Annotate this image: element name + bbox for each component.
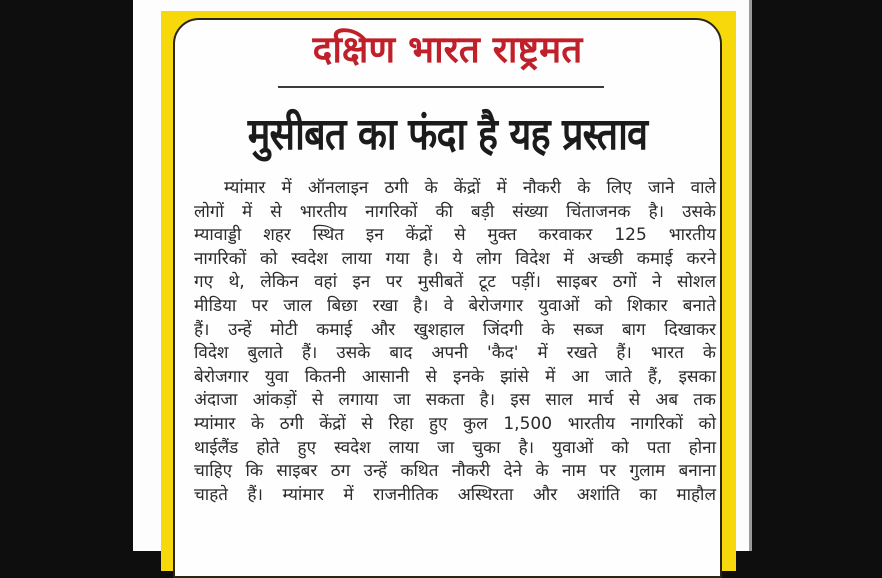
body-line: गए थे, लेकिन वहां इन पर मुसीबतें टूट पड़ीं। साइबर ठगों ने सोशल — [194, 272, 716, 293]
body-line: नागरिकों को स्वदेश लाया गया है। ये लोग विदेश में अच्छी कमाई करने — [194, 248, 716, 269]
page-edge-divider — [749, 0, 752, 551]
body-line: लोगों में से भारतीय नागरिकों की बड़ी संख्या चिंताजनक है। उसके — [194, 201, 716, 222]
body-line: बेरोजगार युवा कितनी आसानी से इनके झांसे में आ जाते हैं, इसका — [194, 366, 716, 387]
body-line: चाहते हैं। म्यांमार में राजनीतिक अस्थिरता और अशांति का माहौल — [194, 484, 716, 505]
body-line: हैं। उन्हें मोटी कमाई और खुशहाल जिंदगी के सब्ज बाग दिखाकर — [194, 319, 716, 340]
article-body — [194, 177, 716, 507]
body-line: म्यावाड्डी शहर स्थित इन केंद्रों से मुक्त करवाकर 125 भारतीय — [194, 225, 716, 246]
masthead-title: दक्षिण भारत राष्ट्रमत — [312, 28, 583, 71]
body-line: चाहिए कि साइबर ठग उन्हें कथित नौकरी देने के नाम पर गुलाम बनाना — [194, 461, 716, 482]
masthead-divider — [278, 86, 604, 88]
body-line: म्यांमार में ऑनलाइन ठगी के केंद्रों में नौकरी के लिए जाने वाले — [224, 178, 716, 198]
body-line: अंदाजा आंकड़ों से लगाया जा सकता है। इस साल मार्च से अब तक — [194, 390, 716, 411]
article-headline: मुसीबत का फंदा है यह प्रस्ताव — [247, 109, 648, 160]
body-line: विदेश बुलाते हैं। उसके बाद अपनी 'कैद' में रखते हैं। भारत के — [194, 343, 716, 364]
body-line: म्यांमार के ठगी केंद्रों से रिहा हुए कुल 1,500 भारतीय नागरिकों को — [194, 413, 716, 434]
body-line: मीडिया पर जाल बिछा रखा है। वे बेरोजगार युवाओं को शिकार बनाते — [194, 295, 716, 316]
body-line: थाईलैंड होते हुए स्वदेश लाया जा चुका है। युवाओं को पता होना — [194, 437, 716, 458]
